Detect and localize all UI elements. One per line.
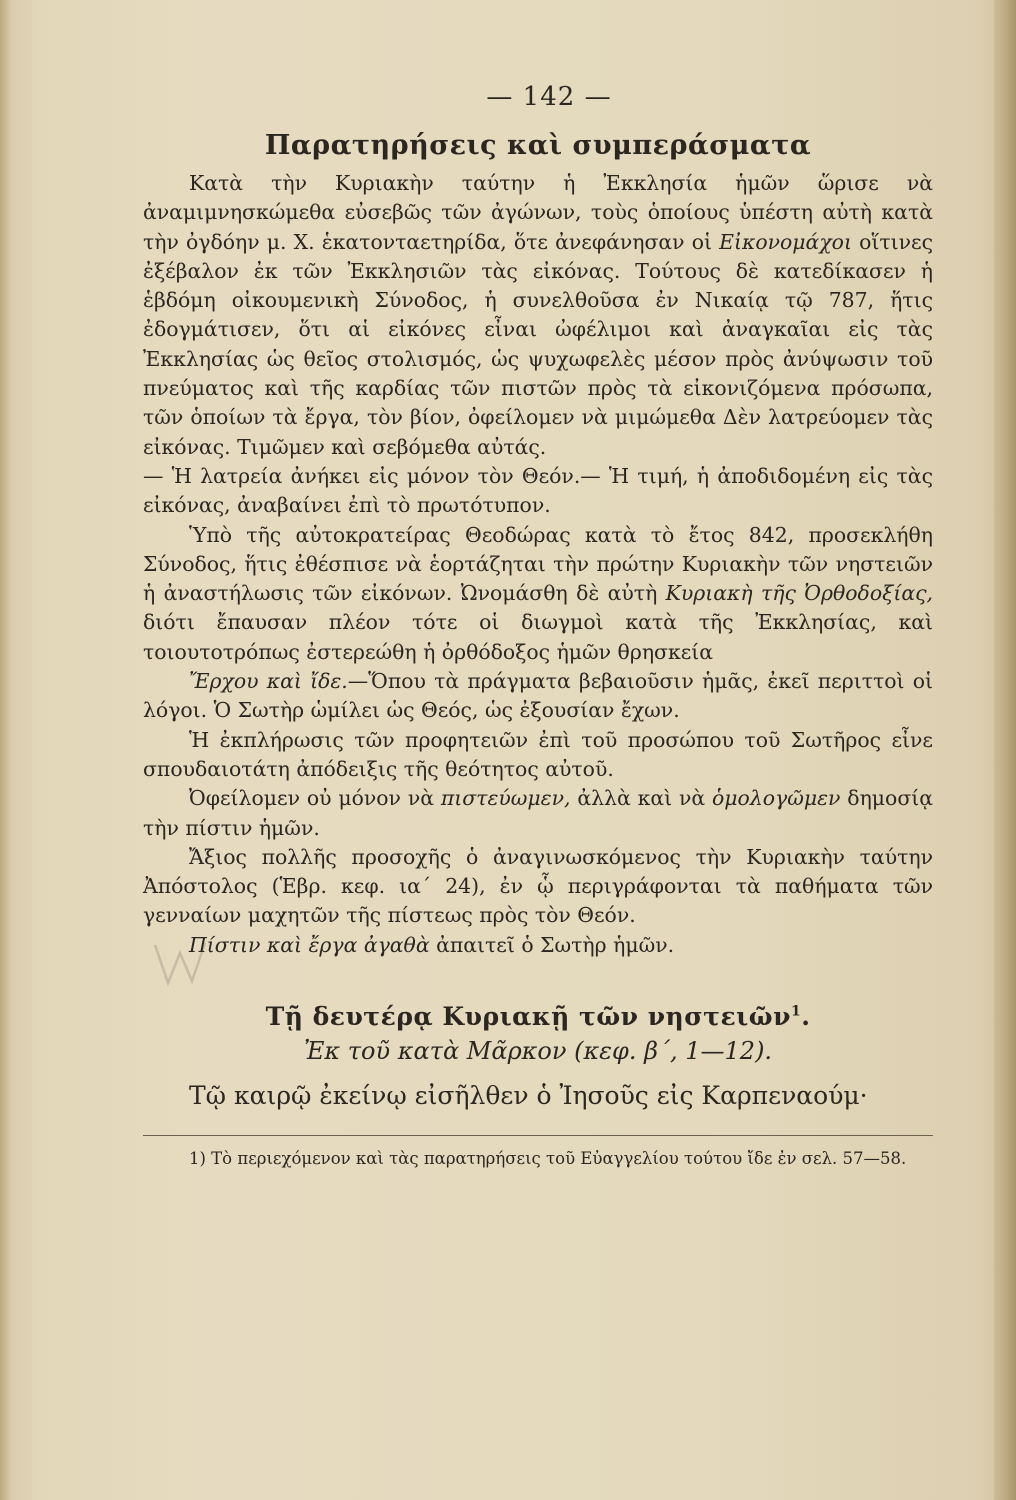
paragraph-6-text-a: Ὀφείλομεν οὐ μόνον νὰ xyxy=(189,786,441,811)
paragraph-5 xyxy=(143,726,933,785)
sub-section-title-text: Τῇ δευτέρᾳ Κυριακῇ τῶν νηστειῶν xyxy=(265,1002,791,1032)
paragraph-7 xyxy=(143,843,933,931)
reading-reference: Ἐκ τοῦ κατὰ Μᾶρκον (κεφ. β´, 1—12). xyxy=(303,1037,773,1066)
page-content xyxy=(143,82,933,1171)
paragraph-6 xyxy=(143,784,933,843)
paragraph-8 xyxy=(143,931,933,960)
paragraph-3 xyxy=(143,521,933,667)
footnote-divider xyxy=(143,1135,933,1136)
page-left-edge xyxy=(0,0,10,1500)
paragraph-8-emphasis: Πίστιν καὶ ἔργα ἀγαθὰ xyxy=(189,932,430,957)
paragraph-1-emphasis: Εἰκονομάχοι xyxy=(719,229,852,254)
paragraph-1-text-b: οἵτινες ἐξέβαλον ἐκ τῶν Ἐκκλησιῶν τὰς εἰκόνας. Τούτους δὲ κατεδίκασεν ἡ ἑβδόμη οἰκουμενικὴ Σύνοδος, ἡ συνελθοῦσα ἐν Νικαίᾳ τῷ 787, ἥτις ἐδογμάτισεν, ὅτι αἱ εἰκόνες εἶναι ὠφέλιμοι καὶ ἀναγκαῖαι εἰς τὰς Ἐκκλησίας ὡς θεῖος στολισμός, ὡς ψυχωφελὲς μέσον πρὸς ἀνύψωσιν τοῦ πνεύματος καὶ τῆς καρδίας τῶν πιστῶν πρὸς τὰ εἰκονιζόμενα πρόσωπα, τῶν ὁποίων τὰ ἔργα, τὸν βίον, ὀφείλομεν νὰ μιμώμεθα Δὲν λατρεύομεν τὰς εἰκόνας. Τιμῶμεν καὶ σεβόμεθα αὐτάς. xyxy=(143,229,933,459)
paragraph-6-emphasis-a: πιστεύωμεν, xyxy=(440,786,571,811)
paragraph-4-emphasis: Ἔρχου καὶ ἴδε. xyxy=(189,669,348,694)
footnote: 1) Τὸ περιεχόμενον καὶ τὰς παρατηρήσεις τοῦ Εὐαγγελίου τούτου ἴδε ἐν σελ. 57—58. xyxy=(189,1149,907,1169)
paragraph-2 xyxy=(143,462,933,521)
page-number: — 142 — xyxy=(486,82,612,112)
paragraph-4 xyxy=(143,667,933,726)
sub-section-title: Τῇ δευτέρᾳ Κυριακῇ τῶν νηστειῶν$^1$. xyxy=(265,1002,811,1032)
paragraph-3-emphasis: Κυριακὴ τῆς Ὀρθοδοξίας, xyxy=(665,581,933,606)
section-title: Παρατηρήσεις καὶ συμπεράσματα xyxy=(264,130,812,161)
paragraph-1 xyxy=(143,169,933,462)
page-right-edge xyxy=(994,0,1016,1500)
paragraph-6-emphasis-b: ὁμολογῶμεν xyxy=(712,786,841,811)
body-text xyxy=(143,169,933,960)
paragraph-5-text: Ἡ ἐκπλήρωσις τῶν προφητειῶν ἐπὶ τοῦ προσώπου τοῦ Σωτῆρος εἶνε σπουδαιοτάτη ἀπόδειξις τῆς θεότητος αὐτοῦ. xyxy=(143,727,933,781)
paragraph-4-text: —Ὅπου τὰ πράγματα βεβαιοῦσιν ἡμᾶς, ἐκεῖ περιττοὶ οἱ λόγοι. Ὁ Σωτὴρ ὡμίλει ὡς Θεός, ὡς ἐξουσίαν ἔχων. xyxy=(143,669,933,723)
paragraph-3-text-a: Ὑπὸ τῆς αὐτοκρατείρας Θεοδώρας κατὰ τὸ ἔτος 842, προσεκλήθη Σύνοδος, ἥτις ἐθέσπισε νὰ ἑορτάζηται τὴν πρώτην Κυριακὴν τῶν νηστειῶν ἡ ἀναστήλωσις τῶν εἰκόνων. Ὠνομάσθη δὲ αὐτὴ xyxy=(143,522,933,606)
paragraph-6-text-c: δημοσίᾳ τὴν πίστιν ἡμῶν. xyxy=(143,786,934,840)
paragraph-3-text-b: διότι ἔπαυσαν πλέον τότε οἱ διωγμοὶ κατὰ τῆς Ἐκκλησίας, καὶ τοιουτοτρόπως ἐστερεώθη ἡ ὀρθόδοξος ἡμῶν θρησκεία xyxy=(143,610,933,664)
gospel-start-text: Τῷ καιρῷ ἐκείνῳ εἰσῆλθεν ὁ Ἰησοῦς εἰς Καρπεναούμ· xyxy=(189,1081,868,1111)
paragraph-1-text-a: Κατὰ τὴν Κυριακὴν ταύτην ἡ Ἐκκλησία ἡμῶν ὥρισε νὰ ἀναμιμνησκώμεθα εὐσεβῶς τῶν ἀγώνων, τοὺς ὁποίους ὑπέστη αὐτὴ κατὰ τὴν ὀγδόην μ. Χ. ἑκατονταετηρίδα, ὅτε ἀνεφάνησαν οἱ xyxy=(143,171,933,254)
footnote-mark: 1 xyxy=(790,1003,802,1020)
paragraph-2-text: — Ἡ λατρεία ἀνήκει εἰς μόνον τὸν Θεόν.— Ἡ τιμή, ἡ ἀποδιδομένη εἰς τὰς εἰκόνας, ἀναβαίνει ἐπὶ τὸ πρωτότυπον. xyxy=(143,463,933,518)
paragraph-7-text: Ἄξιος πολλῆς προσοχῆς ὁ ἀναγινωσκόμενος τὴν Κυριακὴν ταύτην Ἀπόστολος (Ἑβρ. κεφ. ια´ 24), ἐν ᾧ περιγράφονται τὰ παθήματα τῶν γενναίων μαχητῶν τῆς πίστεως πρὸς τὸν Θεόν. xyxy=(143,844,933,928)
paragraph-6-text-b: ἀλλὰ καὶ νὰ xyxy=(570,786,713,811)
paragraph-8-text: ἀπαιτεῖ ὁ Σωτὴρ ἡμῶν. xyxy=(429,932,675,957)
